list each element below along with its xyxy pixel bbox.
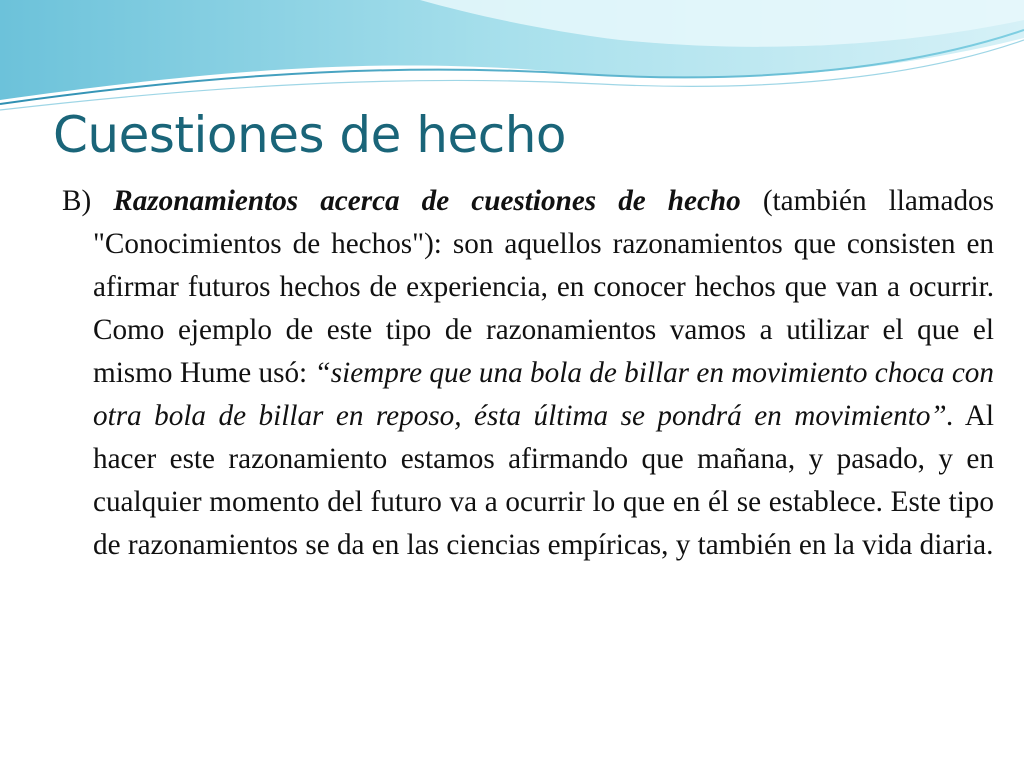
body-text-part-2: Al hacer este razonamiento estamos afirmando que mañana, y pasado, y en cualquier momento del futuro va a ocurrir lo que en él se establece. Este tipo de razonamientos se da en las ciencias empíricas, y también en la vida diaria. [93, 400, 995, 561]
body-paragraph [62, 180, 994, 567]
body-text-part-1: (también llamados "Conocimientos de hechos"): son aquellos razonamientos que consisten en afirmar futuros hechos de experiencia, en conocer hechos que van a ocurrir. Como ejemplo de este tipo de razonamientos vamos a utilizar el que el mismo Hume usó: [93, 185, 994, 389]
item-marker: B) [62, 185, 92, 217]
key-term: Razonamientos acerca de cuestiones de hecho [113, 185, 741, 217]
slide-title: Cuestiones de hecho [53, 106, 567, 164]
hume-quote: “siempre que una bola de billar en movimiento choca con otra bola de billar en reposo, ésta última se pondrá en movimiento”. [93, 357, 994, 432]
